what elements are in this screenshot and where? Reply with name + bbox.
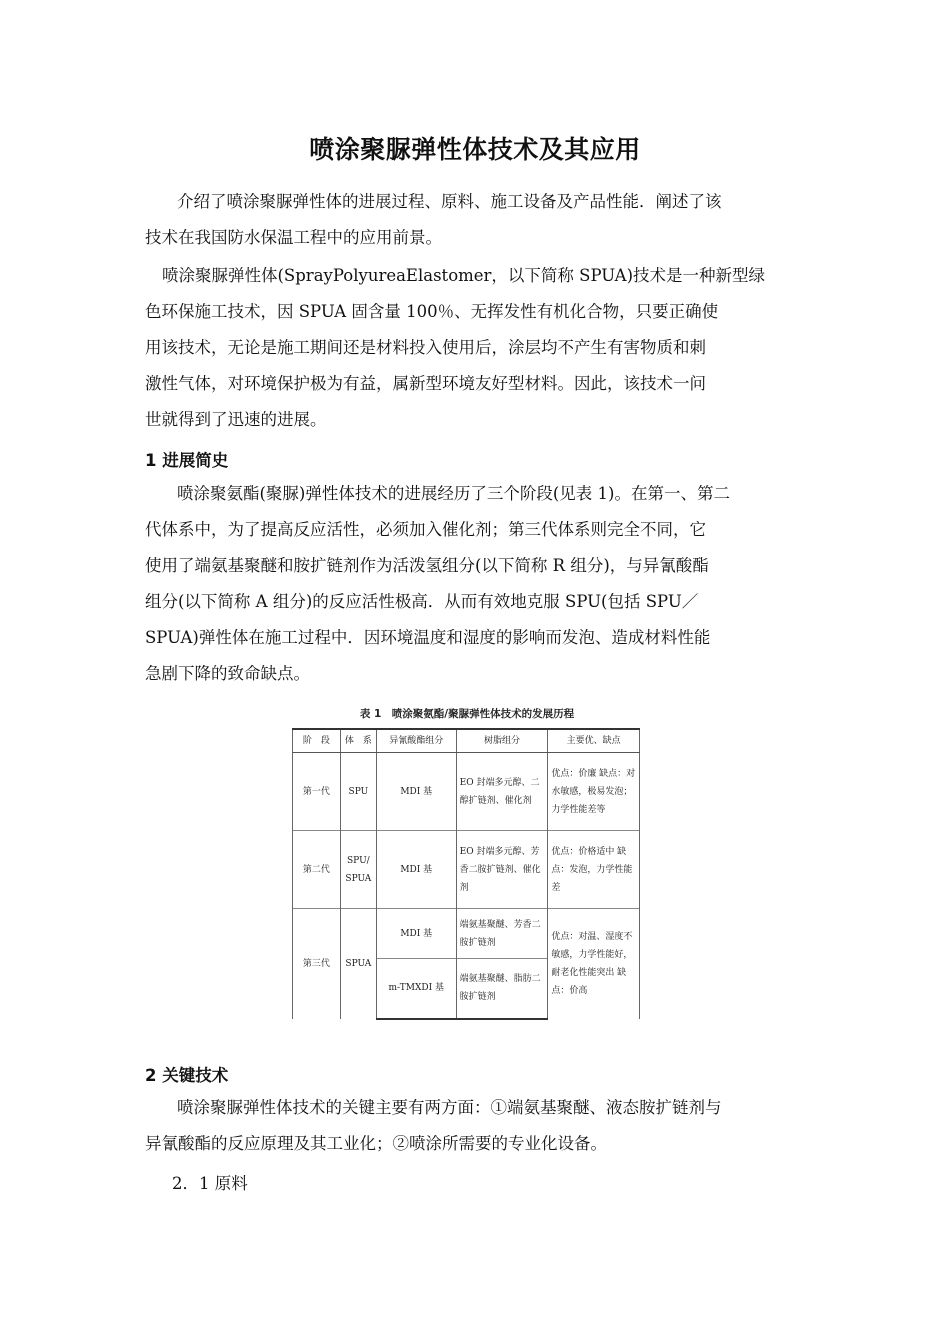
section-1-line-1: 喷涂聚氨酯(聚脲)弹性体技术的进展经历了三个阶段(见表 1)。在第一、第二: [177, 484, 730, 503]
abstract-paragraph: [145, 184, 807, 256]
table-row-gen1: [293, 753, 640, 831]
intro-paragraph: [145, 258, 807, 438]
section-2-heading: 2 关键技术: [145, 1066, 229, 1085]
section-2-paragraph: [145, 1090, 807, 1162]
section-1-heading: 1 进展简史: [145, 451, 229, 470]
header-system: 体 系: [340, 729, 376, 753]
intro-line-2: 色环保施工技术，因 SPUA 固含量 100％、无挥发性有机化合物，只要正确使: [145, 302, 719, 321]
intro-line-4: 激性气体，对环境保护极为有益，属新型环境友好型材料。因此，该技术一问: [145, 374, 706, 393]
section-1-paragraph: [145, 476, 807, 692]
section-1-line-4: 组分(以下简称 A 组分)的反应活性极高．从而有效地克服 SPU(包括 SPU／: [145, 592, 699, 611]
gen3-stage: 第三代: [293, 909, 341, 1019]
gen3-resin-a: 端氨基聚醚、芳香二胺扩链剂: [456, 909, 548, 959]
gen1-pros-cons: 优点：价廉 缺点：对水敏感，极易发泡；力学性能差等: [548, 753, 640, 831]
section-2-line-1: 喷涂聚脲弹性体技术的关键主要有两方面：①端氨基聚醚、液态胺扩链剂与: [177, 1098, 722, 1117]
gen2-pros-cons: 优点：价格适中 缺点：发泡，力学性能差: [548, 831, 640, 909]
gen2-stage: 第二代: [293, 831, 341, 909]
gen2-iso: MDI 基: [376, 831, 456, 909]
gen1-stage: 第一代: [293, 753, 341, 831]
intro-line-1: 喷涂聚脲弹性体(SprayPolyureaElastomer，以下简称 SPUA)技术是一种新型绿: [162, 266, 766, 285]
intro-line-5: 世就得到了迅速的进展。: [145, 410, 327, 429]
table-1-caption: 表 1 喷涂聚氨酯/聚脲弹性体技术的发展历程: [359, 708, 575, 720]
section-1-line-3: 使用了端氨基聚醚和胺扩链剂作为活泼氢组分(以下简称 R 组分)，与异氰酸酯: [145, 556, 709, 575]
abstract-line-2: 技术在我国防水保温工程中的应用前景。: [145, 228, 442, 247]
gen3-system: SPUA: [340, 909, 376, 1019]
gen2-system: SPU/ SPUA: [340, 831, 376, 909]
table-1-grid: [292, 728, 640, 1020]
gen1-resin: EO 封端多元醇、二醇扩链剂、催化剂: [456, 753, 548, 831]
header-pros-cons: 主要优、缺点: [548, 729, 640, 753]
gen2-resin: EO 封端多元醇、芳香二胺扩链剂、催化剂: [456, 831, 548, 909]
header-isocyanate: 异氰酸酯组分: [376, 729, 456, 753]
intro-line-3: 用该技术，无论是施工期间还是材料投入使用后，涂层均不产生有害物质和刺: [145, 338, 706, 357]
document-title: 喷涂聚脲弹性体技术及其应用: [309, 135, 641, 164]
header-stage: 阶 段: [293, 729, 341, 753]
abstract-line-1: 介绍了喷涂聚脲弹性体的进展过程、原料、施工设备及产品性能．阐述了该: [177, 192, 722, 211]
gen3-resin-b: 端氨基聚醚、脂肪二胺扩链剂: [456, 959, 548, 1019]
gen3-iso-a: MDI 基: [376, 909, 456, 959]
gen3-pros-cons: 优点：对温、湿度不敏感，力学性能好，耐老化性能突出 缺点：价高: [548, 909, 640, 1019]
section-1-line-6: 急剧下降的致命缺点。: [145, 664, 310, 683]
subsection-2-1-heading: 2．1 原料: [172, 1174, 248, 1193]
table-1: [292, 706, 642, 1020]
table-row-gen2: [293, 831, 640, 909]
section-1-line-2: 代体系中，为了提高反应活性，必须加入催化剂；第三代体系则完全不同，它: [145, 520, 706, 539]
section-2-line-2: 异氰酸酯的反应原理及其工业化；②喷涂所需要的专业化设备。: [145, 1134, 607, 1153]
section-1-line-5: SPUA)弹性体在施工过程中．因环境温度和湿度的影响而发泡、造成材料性能: [145, 628, 711, 647]
table-row-gen3a: [293, 909, 640, 959]
gen1-iso: MDI 基: [376, 753, 456, 831]
gen3-iso-b: m-TMXDI 基: [376, 959, 456, 1019]
gen1-system: SPU: [340, 753, 376, 831]
table-header-row: [293, 729, 640, 753]
header-resin: 树脂组分: [456, 729, 548, 753]
